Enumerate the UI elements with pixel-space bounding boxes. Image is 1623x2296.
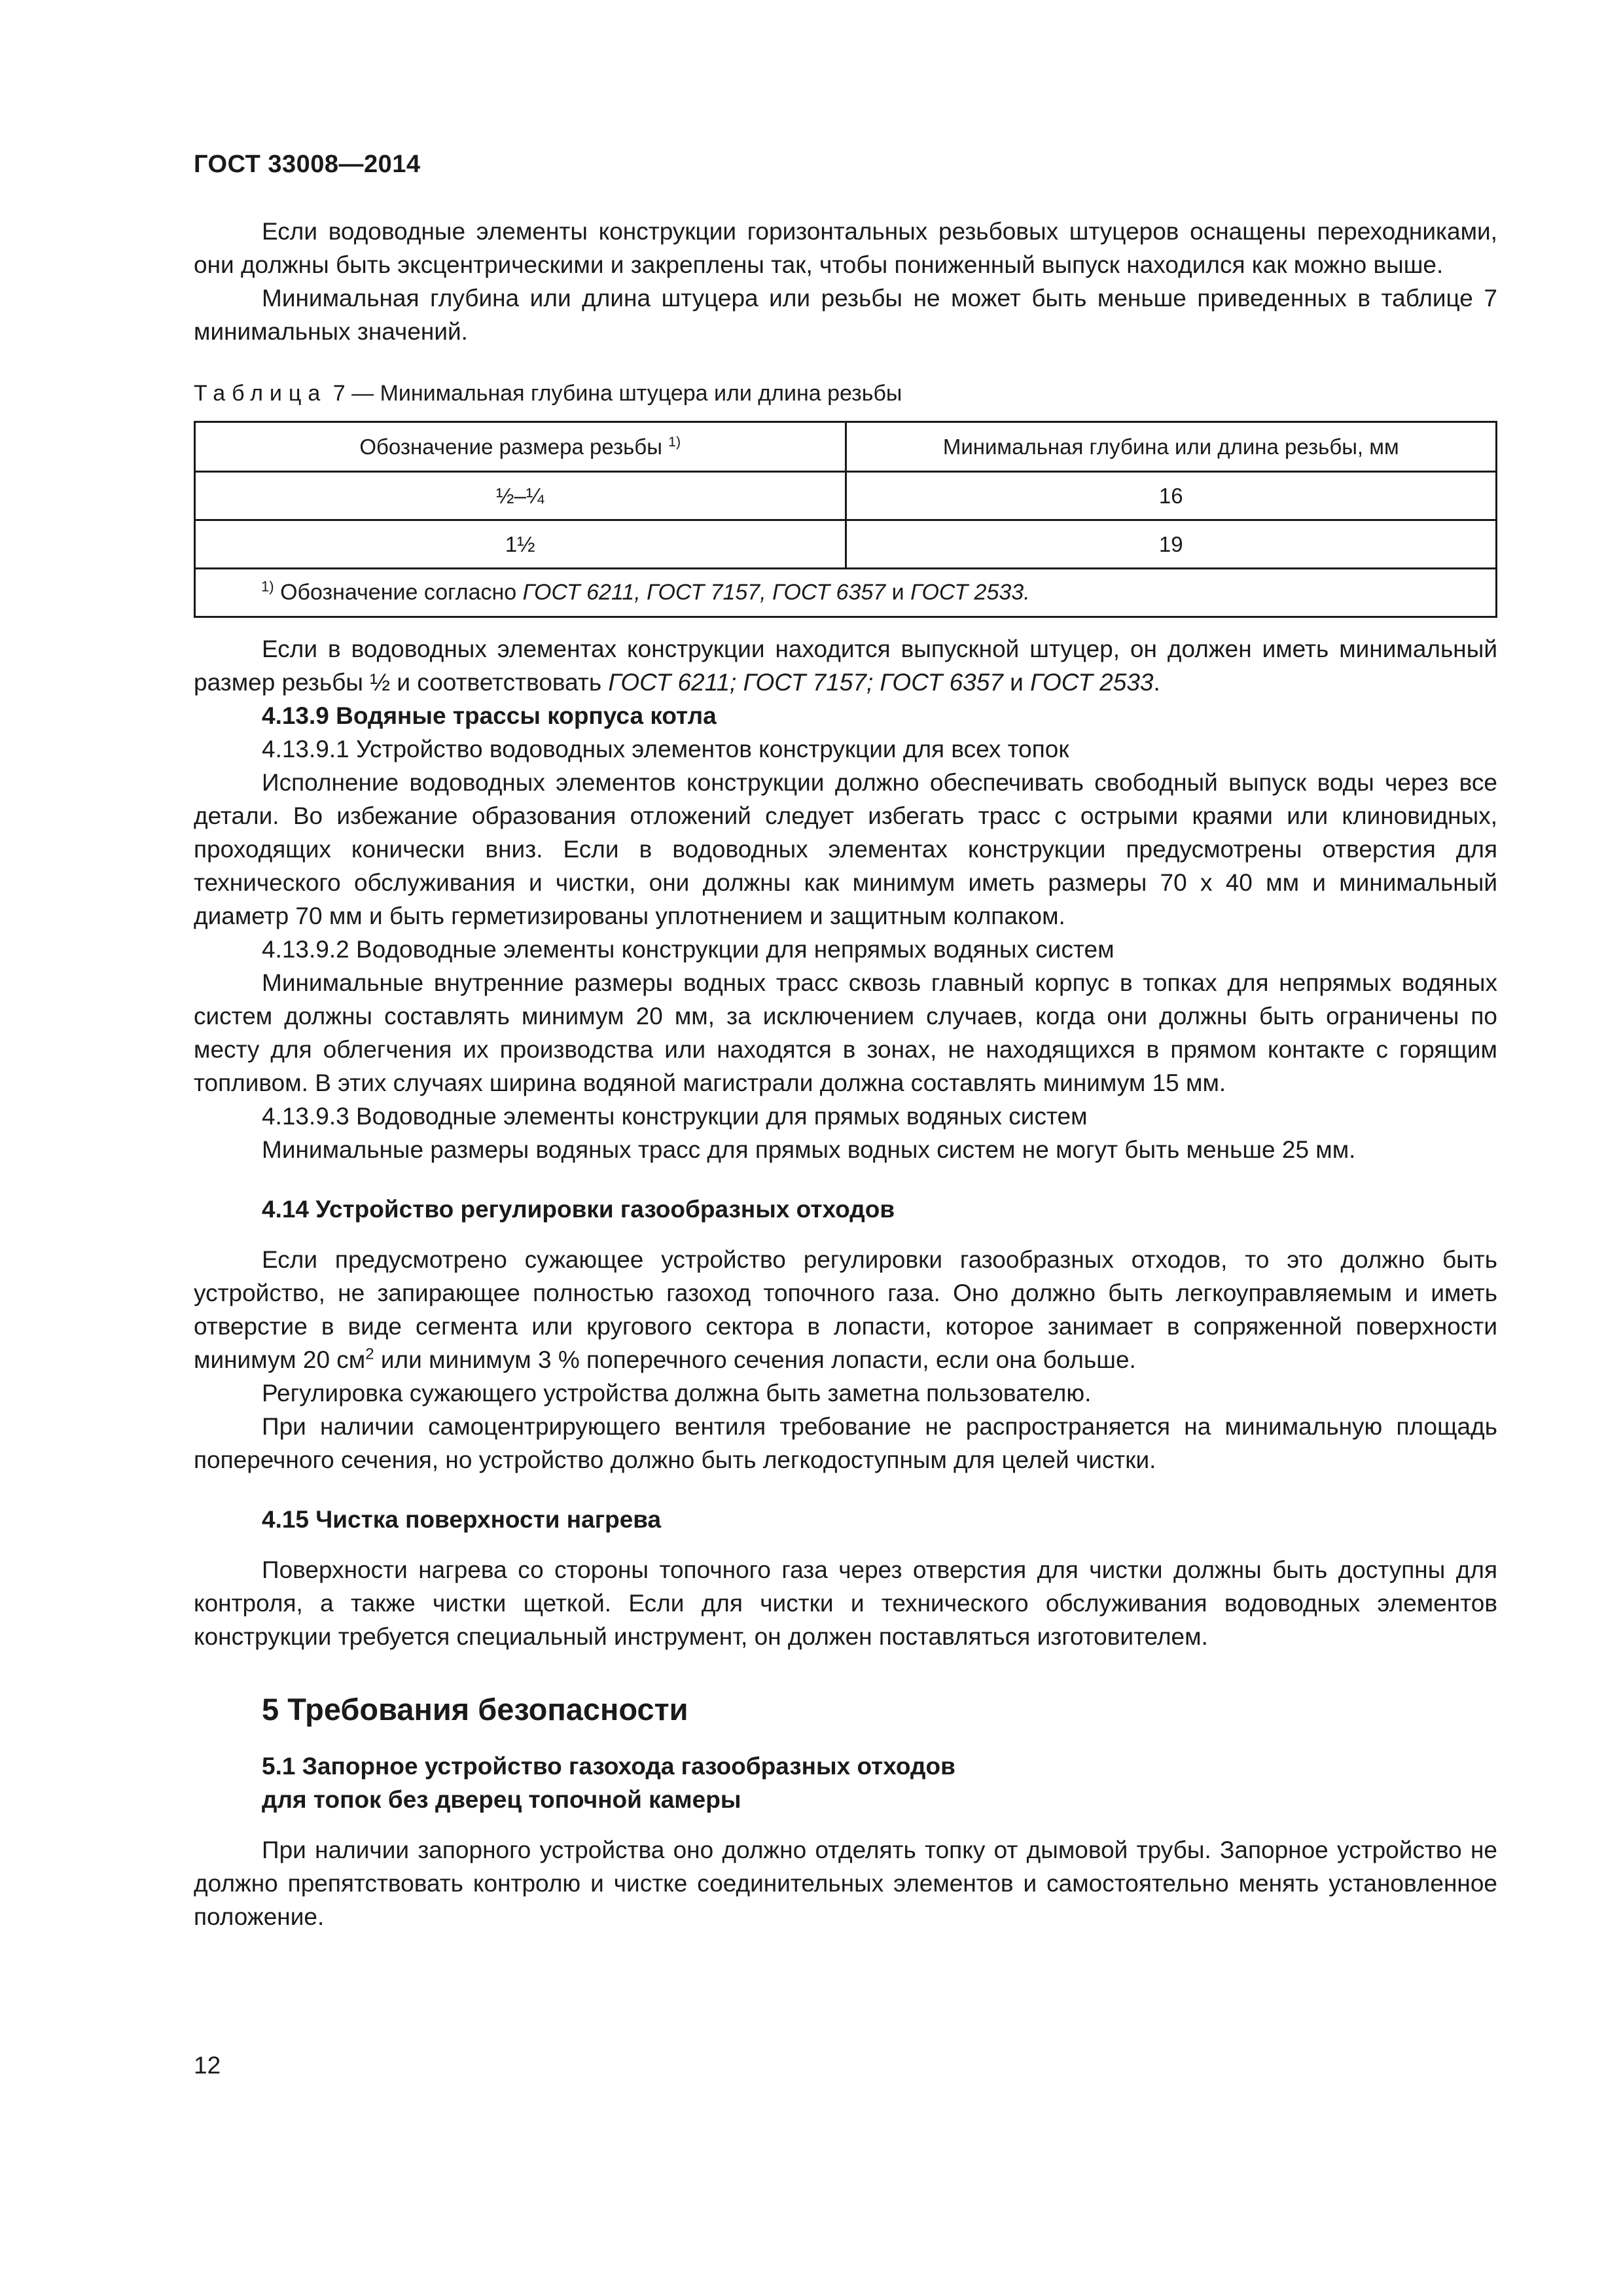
paragraph: Исполнение водоводных элементов конструкции должно обеспечивать свободный выпуск воды через все детали. Во избежание образования отложений следует избегать трасс с острыми краями или клиновидных, проходящих конически вниз. Если в водоводных элементах конструкции предусмотрены отверстия для технического обслуживания и чистки, они должны как минимум иметь размеры 70 х 40 мм и минимальный диаметр 70 мм и быть герметизированы уплотнением и защитным колпаком. <box>194 769 1497 929</box>
table-note-row <box>195 569 1497 617</box>
chapter-heading-5: 5 Требования безопасности <box>262 1692 688 1727</box>
paragraph: Если в водоводных элементах конструкции находится выпускной штуцер, он должен иметь минимальный размер резьбы ½ и соответствовать ГОСТ 6211; ГОСТ 7157; ГОСТ 6357 и ГОСТ 2533. <box>194 636 1497 696</box>
paragraph: Если предусмотрено сужающее устройство регулировки газообразных отходов, то это должно быть устройство, не запирающее полностью газоход топочного газа. Оно должно быть легкоуправляемым и иметь отверстие в виде сегмента или кругового сектора в лопасти, которое занимает в сопряженной поверхности минимум 20 $см^2$ или минимум 3 % поперечного сечения лопасти, если она больше. <box>194 1246 1497 1373</box>
page-content <box>194 215 1497 1933</box>
subsection-heading-4-13-9-1: 4.13.9.1 Устройство водоводных элементов конструкции для всех топок <box>262 736 1069 762</box>
footnote-mark: 1) <box>668 434 681 450</box>
paragraph: Минимальная глубина или длина штуцера или резьбы не может быть меньше приведенных в таблице 7 минимальных значений. <box>194 285 1497 345</box>
table-row <box>195 472 1497 520</box>
paragraph: При наличии самоцентрирующего вентиля требование не распространяется на минимальную площадь поперечного сечения, но устройство должно быть легкодоступным для целей чистки. <box>194 1413 1497 1473</box>
section-heading-4-13-9: 4.13.9 Водяные трассы корпуса котла <box>262 702 717 729</box>
paragraph: Если водоводные элементы конструкции горизонтальных резьбовых штуцеров оснащены переходниками, они должны быть эксцентрическими и закреплены так, чтобы пониженный выпуск находился как можно выше. <box>194 218 1497 278</box>
table-header-cell: Обозначение размера резьбы $^{1)}$ <box>195 422 846 472</box>
section-heading-5-1: 5.1 Запорное устройство газохода газообразных отходов <box>262 1753 955 1780</box>
section-heading-5-1-cont: для топок без дверец топочной камеры <box>262 1786 741 1813</box>
thread-depth-table <box>194 421 1497 618</box>
table-footnote: $^{1)}$ Обозначение согласно ГОСТ 6211, ГОСТ 7157, ГОСТ 6357 и ГОСТ 2533. <box>195 569 1497 617</box>
page-number: 12 <box>194 2052 221 2079</box>
table-cell: 19 <box>846 520 1497 569</box>
document-code-header: ГОСТ 33008—2014 <box>194 151 421 178</box>
paragraph: Регулировка сужающего устройства должна быть заметна пользователю. <box>262 1380 1092 1407</box>
table-header-row <box>195 422 1497 472</box>
table-caption-word: Таблица <box>194 381 327 406</box>
paragraph: При наличии запорного устройства оно должно отделять топку от дымовой трубы. Запорное устройство не должно препятствовать контролю и чистке соединительных элементов и самостоятельно менять установленное положение. <box>194 1837 1497 1930</box>
section-heading-4-14: 4.14 Устройство регулировки газообразных отходов <box>262 1196 895 1223</box>
table-cell: ½–¼ <box>195 472 846 520</box>
subsection-heading-4-13-9-2: 4.13.9.2 Водоводные элементы конструкции для непрямых водяных систем <box>262 936 1115 963</box>
section-heading-4-15: 4.15 Чистка поверхности нагрева <box>262 1506 662 1533</box>
table-caption <box>194 377 1497 410</box>
subsection-heading-4-13-9-3: 4.13.9.3 Водоводные элементы конструкции для прямых водяных систем <box>262 1103 1088 1130</box>
table-row <box>195 520 1497 569</box>
table-cell: 1½ <box>195 520 846 569</box>
table-header-cell: Минимальная глубина или длина резьбы, мм <box>846 422 1497 472</box>
table-caption-title: 7 — Минимальная глубина штуцера или длина резьбы <box>332 381 902 406</box>
paragraph: Минимальные внутренние размеры водных трасс сквозь главный корпус в топках для непрямых водяных систем должны составлять минимум 20 мм, за исключением случаев, когда они должны быть ограничены по месту для облегчения их производства или находятся в зонах, не находящихся в прямом контакте с горящим топливом. В этих случаях ширина водяной магистрали должна составлять минимум 15 мм. <box>194 969 1497 1096</box>
paragraph: Поверхности нагрева со стороны топочного газа через отверстия для чистки должны быть доступны для контроля, а также чистки щеткой. Если для чистки и технического обслуживания водоводных элементов конструкции требуется специальный инструмент, он должен поставляться изготовителем. <box>194 1556 1497 1650</box>
table-cell: 16 <box>846 472 1497 520</box>
paragraph: Минимальные размеры водяных трасс для прямых водных систем не могут быть меньше 25 мм. <box>262 1136 1356 1163</box>
